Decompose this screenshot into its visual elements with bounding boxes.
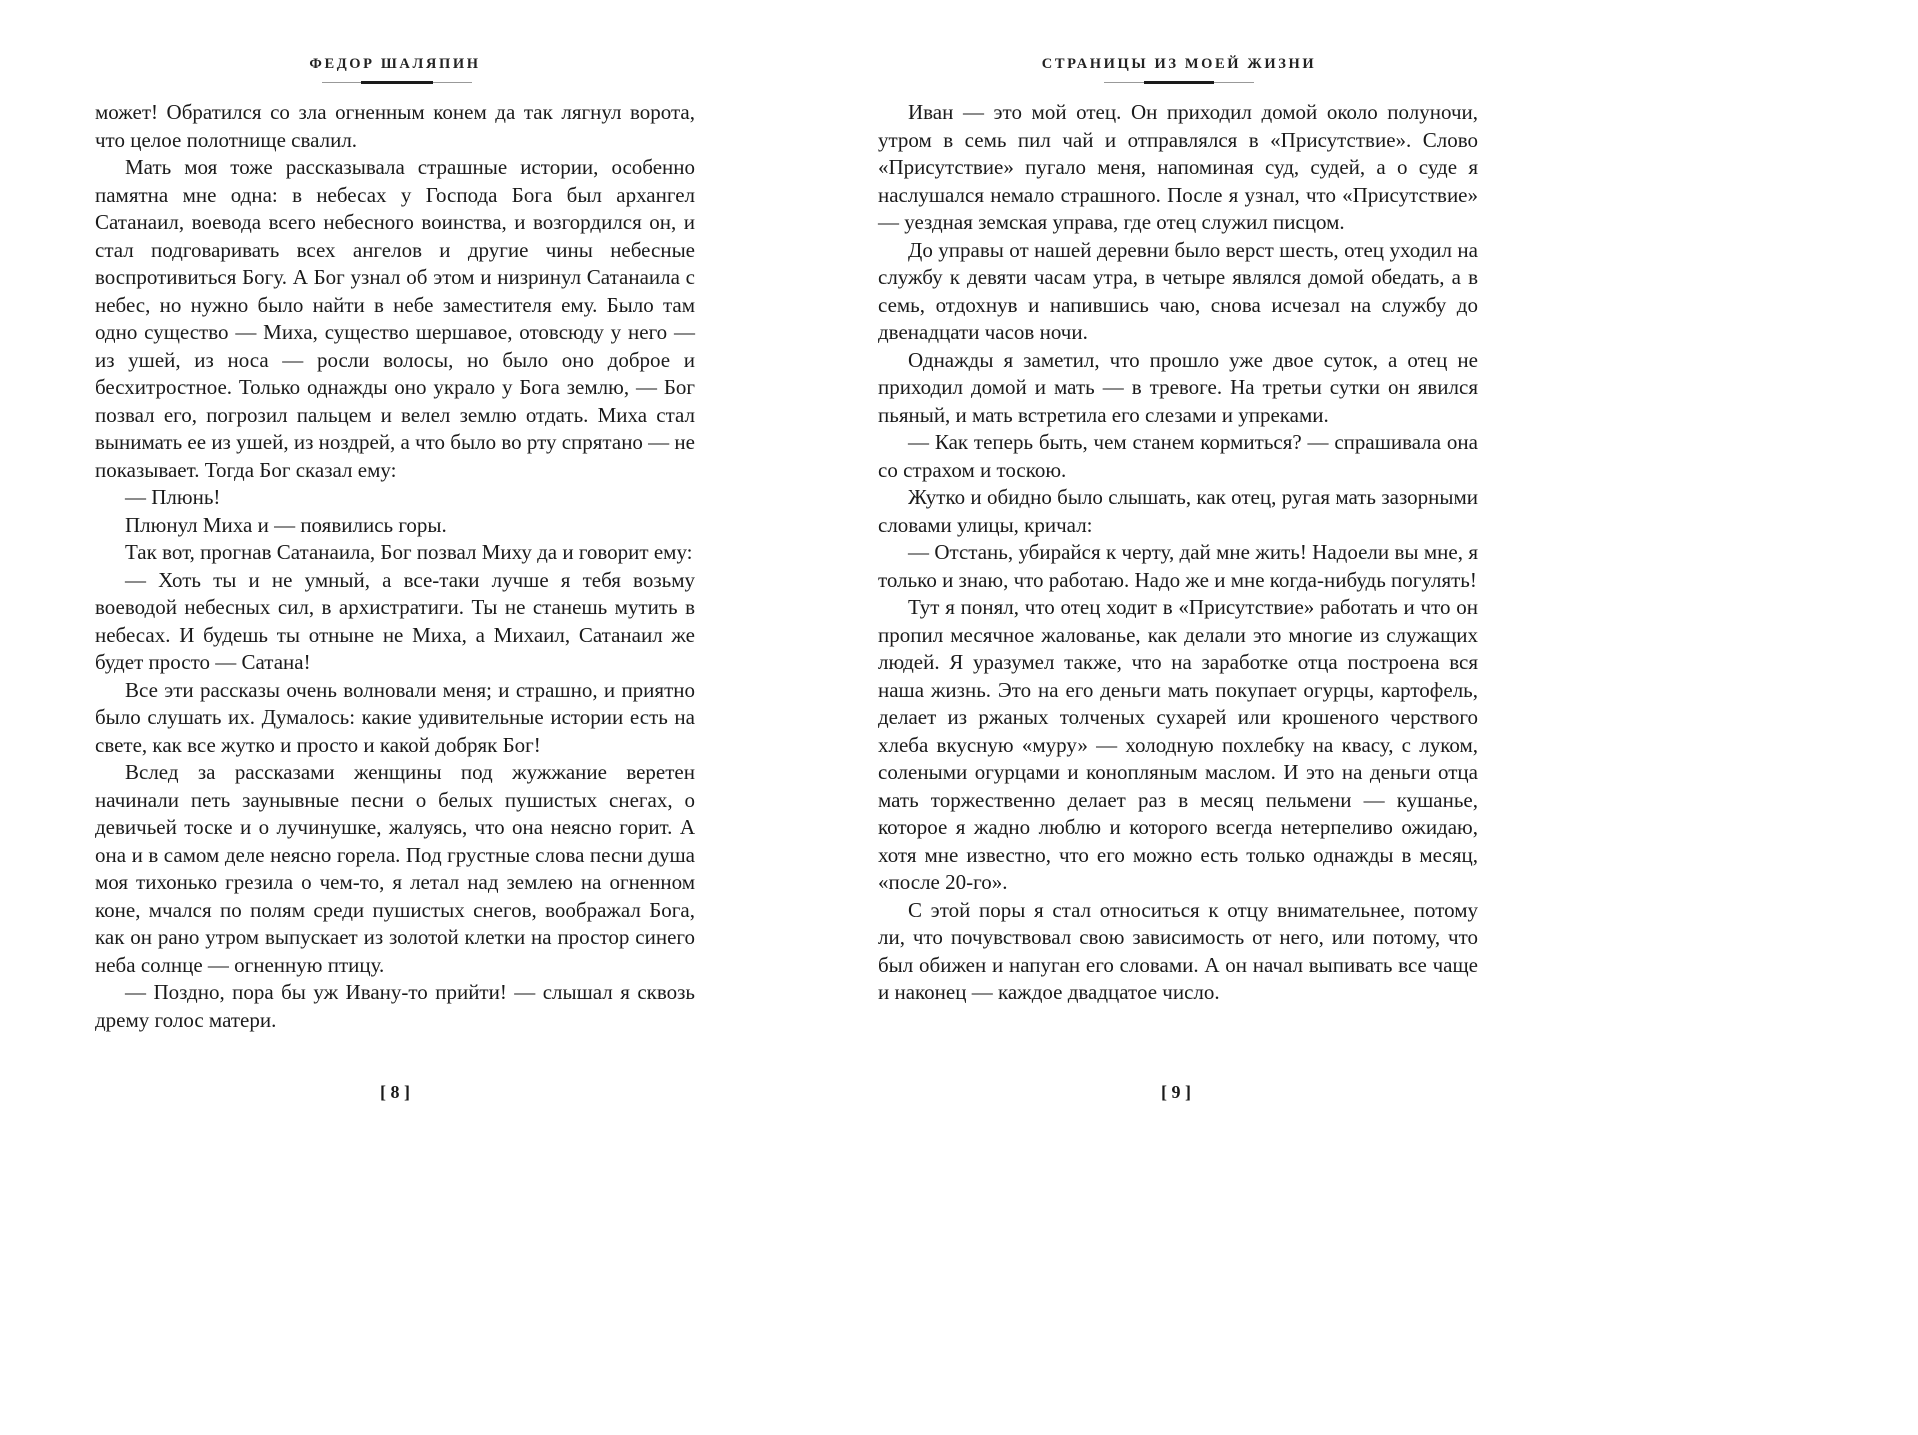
header-rule: [1104, 82, 1254, 83]
paragraph: Все эти рассказы очень волновали меня; и страшно, и приятно было слушать их. Думалось: какие удивительные истории есть на свете, как все жутко и просто и какой добряк Бог!: [95, 677, 695, 757]
paragraph: Плюнул Миха и — появились горы.: [125, 512, 447, 537]
paragraph: Вслед за рассказами женщины под жужжание веретен начинали петь заунывные песни о белых пушистых снегах, о девичьей тоске и о лучинушке, жалуясь, что она неясно горит. А она и в самом деле неясно горела. Под грустные слова песни душа моя тихонько грезила о чем-то, я летал над землею на огненном коне, мчался по полям среди пушистых снегов, воображал Бога, как он рано утром выпускает из золотой клетки на простор синего неба солнце — огненную птицу.: [95, 760, 695, 977]
paragraph: — Как теперь быть, чем станем кормиться? — спрашивала она со страхом и тоскою.: [878, 430, 1478, 482]
paragraph: Мать моя тоже рассказывала страшные истории, особенно памятна мне одна: в небесах у Господа Бога был архангел Сатанаил, воевода всего небесного воинства, и возгордился он, и стал подговаривать всех ангелов и другие чины небесные воспротивиться Богу. А Бог узнал об этом и низринул Сатанаила с небес, но нужно было найти в небе заместителя ему. Было там одно существо — Миха, существо шершавое, отовсюду у него — из ушей, из носа — росли волосы, но было оно доброе и бесхитростное. Только однажды оно украло у Бога землю, — Бог позвал его, погрозил пальцем и велел землю отдать. Миха стал вынимать ее из ушей, из ноздрей, а что было во рту спрятано — не показывает. Тогда Бог сказал ему:: [95, 155, 695, 482]
page-number: [ 9 ]: [1161, 1082, 1191, 1102]
paragraph: — Поздно, пора бы уж Ивану-то прийти! — слышал я сквозь дрему голос матери.: [95, 980, 695, 1032]
paragraph: может! Обратился со зла огненным конем да так лягнул ворота, что целое полотнище свалил.: [95, 100, 695, 152]
running-head-author: ФЕДОР ШАЛЯПИН: [309, 56, 481, 72]
header-rule-accent: [1144, 81, 1214, 84]
page-number: [ 8 ]: [380, 1082, 410, 1102]
left-page: [0, 0, 774, 1158]
paragraph: Иван — это мой отец. Он приходил домой около полуночи, утром в семь пил чай и отправлялся в «Присутствие». Слово «Присутствие» пугало меня, напоминая суд, судей, а о суде я наслушался немало страшного. После я узнал, что «Присутствие» — уездная земская управа, где отец служил писцом.: [878, 100, 1478, 234]
paragraph: Однажды я заметил, что прошло уже двое суток, а отец не приходил домой и мать — в тревоге. На третьи сутки он явился пьяный, и мать встретила его слезами и упреками.: [878, 347, 1478, 427]
paragraph: Жутко и обидно было слышать, как отец, ругая мать зазорными словами улицы, кричал:: [878, 485, 1478, 537]
paragraph: Тут я понял, что отец ходит в «Присутствие» работать и что он пропил месячное жалованье, как делали это многие из служащих людей. Я уразумел также, что на заработке отца построена вся наша жизнь. Это на его деньги мать покупает огурцы, картофель, делает из ржаных толченых сухарей или крошеного черствого хлеба вкусную «муру» — холодную похлебку на квасу, с луком, солеными огурцами и конопляным маслом. И это на деньги отца мать торжественно делает раз в месяц пельмени — кушанье, которое я жадно люблю и которого всегда нетерпеливо ожидаю, хотя мне известно, что его можно есть только однажды в месяц, «после 20-го».: [878, 595, 1478, 894]
running-head-title: СТРАНИЦЫ ИЗ МОЕЙ ЖИЗНИ: [1041, 56, 1317, 72]
page-body-text: [95, 99, 695, 1034]
header-rule: [322, 82, 472, 83]
page-body-text: [878, 99, 1478, 1007]
right-page: [774, 0, 1548, 1158]
paragraph: — Плюнь!: [125, 485, 221, 509]
paragraph: Так вот, прогнав Сатанаила, Бог позвал Миху да и говорит ему:: [125, 540, 693, 564]
paragraph: До управы от нашей деревни было верст шесть, отец уходил на службу к девяти часам утра, в четыре являлся домой обедать, а в семь, отдохнув и напившись чаю, снова исчезал на службу до двенадцати часов ночи.: [878, 237, 1478, 344]
paragraph: — Отстань, убирайся к черту, дай мне жить! Надоели вы мне, я только и знаю, что работаю. Надо же и мне когда-нибудь погулять!: [878, 540, 1478, 592]
paragraph: — Хоть ты и не умный, а все-таки лучше я тебя возьму воеводой небесных сил, в архистратиги. Ты не станешь мутить в небесах. И будешь ты отныне не Миха, а Михаил, Сатанаил же будет просто — Сатана!: [95, 567, 695, 674]
paragraph: С этой поры я стал относиться к отцу внимательнее, потому ли, что почувствовал свою зависимость от него, или потому, что был обижен и напуган его словами. А он начал выпивать все чаще и наконец — каждое двадцатое число.: [878, 897, 1478, 1004]
header-rule-accent: [361, 81, 433, 84]
